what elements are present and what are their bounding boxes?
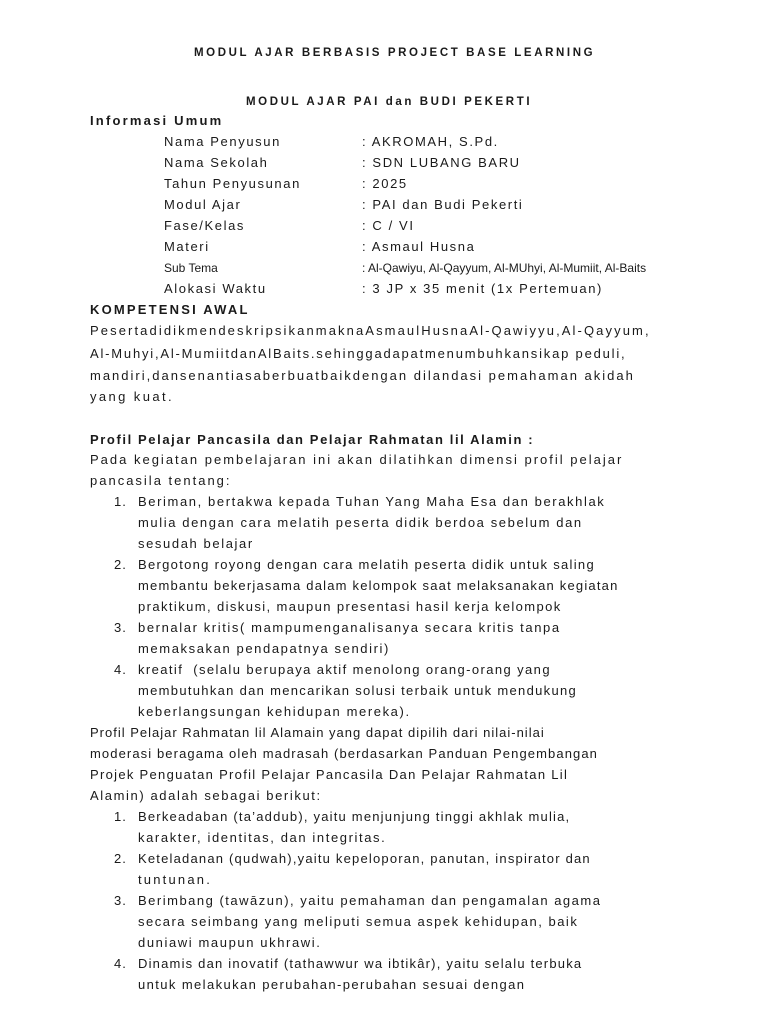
- kompetensi-heading: KOMPETENSI AWAL: [90, 302, 250, 317]
- list-item-line: Berimbang (tawāzun), yaitu pemahaman dan pengamalan agama: [138, 893, 602, 908]
- list-item-line: mulia dengan cara melatih peserta didik berdoa sebelum dan: [138, 515, 583, 530]
- paragraph-line: Al-Muhyi,Al-MumiitdanAlBaits.sehinggadapatmenumbuhkansikap peduli,: [90, 346, 627, 361]
- list-item-line: bernalar kritis( mampumenganalisanya secara kritis tanpa: [138, 620, 561, 635]
- list-item-line: karakter, identitas, dan integritas.: [138, 830, 387, 845]
- info-label: Nama Sekolah: [164, 155, 269, 170]
- list-item-line: keberlangsungan kehidupan mereka).: [138, 704, 411, 719]
- list-item-line: Bergotong royong dengan cara melatih peserta didik untuk saling: [138, 557, 595, 572]
- profil-intro-line: pancasila tentang:: [90, 473, 232, 488]
- paragraph-line: moderasi beragama oleh madrasah (berdasarkan Panduan Pengembangan: [90, 746, 599, 761]
- paragraph-line: Alamin) adalah sebagai berikut:: [90, 788, 322, 803]
- list-number: 4.: [114, 956, 127, 971]
- list-item-line: membantu bekerjasama dalam kelompok saat melaksanakan kegiatan: [138, 578, 619, 593]
- info-label: Tahun Penyusunan: [164, 176, 301, 191]
- list-number: 1.: [114, 809, 127, 824]
- list-number: 1.: [114, 494, 127, 509]
- list-item-line: sesudah belajar: [138, 536, 254, 551]
- paragraph-line: yang kuat.: [90, 389, 174, 404]
- info-label: Alokasi Waktu: [164, 281, 267, 296]
- list-number: 3.: [114, 620, 127, 635]
- info-label: Nama Penyusun: [164, 134, 281, 149]
- paragraph-line: mandiri,dansenantiasaberbuatbaikdengan dilandasi pemahaman akidah: [90, 368, 635, 383]
- info-value: : SDN LUBANG BARU: [362, 155, 521, 170]
- info-heading: Informasi Umum: [90, 113, 224, 128]
- list-number: 2.: [114, 851, 127, 866]
- list-item-line: membutuhkan dan mencarikan solusi terbaik untuk mendukung: [138, 683, 578, 698]
- profil-heading: Profil Pelajar Pancasila dan Pelajar Rahmatan lil Alamin :: [90, 432, 535, 447]
- list-item-line: duniawi maupun ukhrawi.: [138, 935, 322, 950]
- info-label: Materi: [164, 239, 210, 254]
- list-number: 4.: [114, 662, 127, 677]
- info-value: : 3 JP x 35 menit (1x Pertemuan): [362, 281, 603, 296]
- paragraph-line: PesertadidikmendeskripsikanmaknaAsmaulHusnaAl-Qawiyyu,Al-Qayyum,: [90, 323, 651, 338]
- info-value: : Asmaul Husna: [362, 239, 476, 254]
- list-item-line: untuk melakukan perubahan-perubahan sesuai dengan: [138, 977, 526, 992]
- list-number: 3.: [114, 893, 127, 908]
- list-item-line: memaksakan pendapatnya sendiri): [138, 641, 390, 656]
- list-item-line: secara seimbang yang meliputi semua aspek kehidupan, baik: [138, 914, 579, 929]
- info-value: : Al-Qawiyu, Al-Qayyum, Al-MUhyi, Al-Mumiit, Al-Baits: [362, 261, 647, 275]
- info-value: : AKROMAH, S.Pd.: [362, 134, 499, 149]
- list-item-line: kreatif (selalu berupaya aktif menolong orang-orang yang: [138, 662, 551, 677]
- paragraph-line: Profil Pelajar Rahmatan lil Alamain yang dapat dipilih dari nilai-nilai: [90, 725, 545, 740]
- list-item-line: praktikum, diskusi, maupun presentasi hasil kerja kelompok: [138, 599, 562, 614]
- document-title: MODUL AJAR BERBASIS PROJECT BASE LEARNING: [194, 47, 596, 59]
- list-item-line: Berkeadaban (ta’addub), yaitu menjunjung tinggi akhlak mulia,: [138, 809, 571, 824]
- list-item-line: Dinamis dan inovatif (tathawwur wa ibtikâr), yaitu selalu terbuka: [138, 956, 583, 971]
- info-value: : 2025: [362, 176, 408, 191]
- module-title: MODUL AJAR PAI dan BUDI PEKERTI: [246, 96, 533, 108]
- list-number: 2.: [114, 557, 127, 572]
- info-label: Sub Tema: [164, 261, 218, 275]
- paragraph-line: Projek Penguatan Profil Pelajar Pancasila Dan Pelajar Rahmatan Lil: [90, 767, 569, 782]
- profil-intro-line: Pada kegiatan pembelajaran ini akan dilatihkan dimensi profil pelajar: [90, 452, 624, 467]
- info-label: Modul Ajar: [164, 197, 242, 212]
- list-item-line: tuntunan.: [138, 872, 213, 887]
- info-value: : PAI dan Budi Pekerti: [362, 197, 524, 212]
- info-value: : C / VI: [362, 218, 415, 233]
- info-label: Fase/Kelas: [164, 218, 246, 233]
- list-item-line: Beriman, bertakwa kepada Tuhan Yang Maha Esa dan berakhlak: [138, 494, 606, 509]
- list-item-line: Keteladanan (qudwah),yaitu kepeloporan, panutan, inspirator dan: [138, 851, 591, 866]
